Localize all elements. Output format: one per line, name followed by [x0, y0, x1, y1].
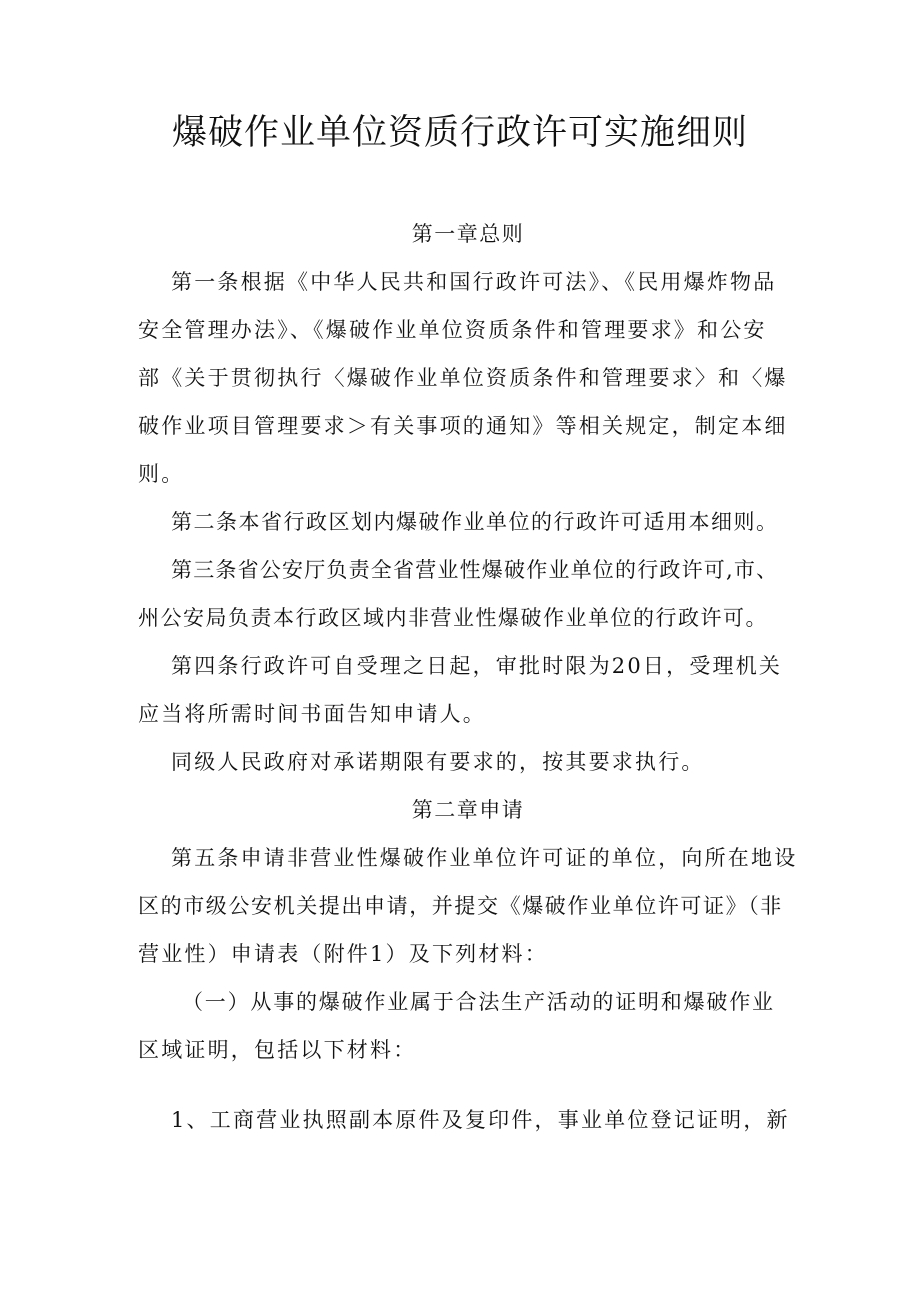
article-5 [138, 834, 798, 978]
article-1 [138, 258, 798, 498]
document-body [138, 210, 798, 1144]
article-1-line-4: 破作业项目管理要求＞有关事项的通知》等相关规定，制定本细 [138, 414, 788, 438]
article-3 [138, 546, 798, 642]
document-title: 爆破作业单位资质行政许可实施细则 [171, 113, 748, 153]
article-1-line-1: 第一条根据《中华人民共和国行政许可法》、《民用爆炸物品 [171, 270, 777, 294]
article-5-line-3: 营业性）申请表（附件1）及下列材料： [138, 942, 548, 966]
chapter-heading-2: 第二章申请 [411, 798, 525, 822]
article-4 [138, 642, 798, 738]
article-4-line-2: 应当将所需时间书面告知申请人。 [138, 702, 486, 726]
article-3-line-2: 州公安局负责本行政区域内非营业性爆破作业单位的行政许可。 [138, 606, 768, 630]
sub-item-1: 1、工商营业执照副本原件及复印件，事业单位登记证明，新 [171, 1108, 790, 1132]
article-4-line-1: 第四条行政许可自受理之日起，审批时限为20日，受理机关 [171, 654, 783, 678]
item-1-line-2: 区域证明，包括以下材料： [138, 1038, 417, 1062]
article-4-note: 同级人民政府对承诺期限有要求的，按其要求执行。 [171, 750, 705, 774]
item-1-line-1: （一）从事的爆破作业属于合法生产活动的证明和爆破作业 [182, 990, 775, 1014]
article-1-line-3: 部《关于贯彻执行〈爆破作业单位资质条件和管理要求〉和〈爆 [138, 366, 788, 390]
item-1 [138, 978, 798, 1074]
chapter-heading-1: 第一章总则 [411, 222, 525, 246]
article-1-line-2: 安全管理办法》、《爆破作业单位资质条件和管理要求》和公安 [138, 318, 767, 342]
article-5-line-2: 区的市级公安机关提出申请，并提交《爆破作业单位许可证》（非 [138, 894, 783, 918]
article-3-line-1: 第三条省公安厅负责全省营业性爆破作业单位的行政许可,市、 [171, 558, 779, 582]
article-5-line-1: 第五条申请非营业性爆破作业单位许可证的单位，向所在地设 [171, 846, 798, 870]
article-2: 第二条本省行政区划内爆破作业单位的行政许可适用本细则。 [171, 510, 779, 534]
spacer [138, 1074, 798, 1096]
article-1-line-5: 则。 [138, 462, 185, 486]
